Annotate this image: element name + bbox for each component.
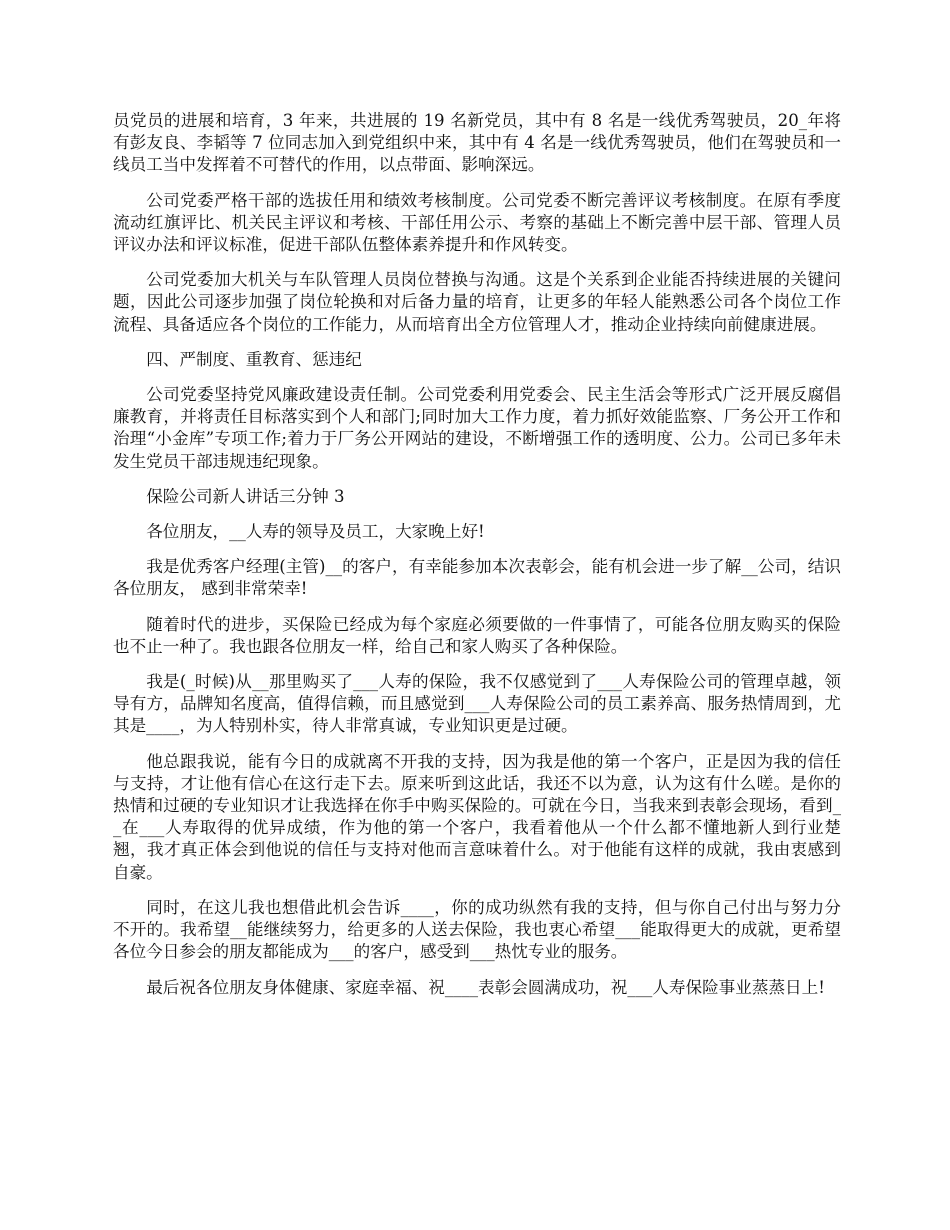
speech-greeting: 各位朋友，__人寿的领导及员工，大家晚上好!: [146, 522, 485, 542]
paragraph-insurance-necessity: 随着时代的进步，买保险已经成为每个家庭必须要做的一件事情了，可能各位朋友购买的保险也不止一种了。我也跟各位朋友一样，给自己和家人购买了各种保险。: [113, 614, 841, 656]
paragraph-closing-wishes: 最后祝各位朋友身体健康、家庭幸福、祝____表彰会圆满成功，祝___人寿保险事业蒸蒸日上!: [146, 977, 825, 997]
paragraph-purchase-experience: 我是(_时候)从__那里购买了___人寿的保险，我不仅感觉到了___人寿保险公司的管理卓越，领导有方，品牌知名度高，值得信赖，而且感觉到___人寿保险公司的员工素养高、服务热情周到，尤其是____，为人特别朴实，待人非常真诚，专业知识更是过硬。: [113, 672, 841, 736]
paragraph-encouragement: 同时，在这儿我也想借此机会告诉____，你的成功纵然有我的支持，但与你自己付出与努力分不开的。我希望__能继续努力，给更多的人送去保险，我也衷心希望___能取得更大的成就，更希望各位今日参会的朋友都能成为___的客户，感受到___热忱专业的服务。: [113, 897, 841, 962]
paragraph-job-rotation: 公司党委加大机关与车队管理人员岗位替换与沟通。这是个关系到企业能否持续进展的关键问题，因此公司逐步加强了岗位轮换和对后备力量的培育，让更多的年轻人能熟悉公司各个岗位工作流程、具备适应各个岗位的工作能力，从而培育出全方位管理人才，推动企业持续向前健康进展。: [113, 270, 841, 334]
paragraph-introduction: 我是优秀客户经理(主管)__的客户，有幸能参加本次表彰会，能有机会进一步了解__公司，结识各位朋友， 感到非常荣幸!: [113, 557, 841, 599]
section-heading-discipline: 四、严制度、重教育、惩违纪: [146, 349, 362, 369]
paragraph-anti-corruption: 公司党委坚持党风廉政建设责任制。公司党委利用党委会、民主生活会等形式广泛开展反腐倡廉教育，并将责任目标落实到个人和部门;同时加大工作力度，着力抓好效能监察、厂务公开工作和治理“小金库”专项工作;着力于厂务公开网站的建设，不断增强工作的透明度、公力。公司已多年未发生党员干部违规违纪现象。: [113, 385, 841, 471]
speech-title: 保险公司新人讲话三分钟 3: [146, 486, 345, 506]
document-body: [113, 110, 841, 1012]
paragraph-cadre-selection: 公司党委严格干部的选拔任用和绩效考核制度。公司党委不断完善评议考核制度。在原有季度流动红旗评比、机关民主评议和考核、干部任用公示、考察的基础上不断完善中层干部、管理人员评议办法和评议标准，促进干部队伍整体素养提升和作风转变。: [113, 190, 841, 255]
paragraph-trust-support: 他总跟我说，能有今日的成就离不开我的支持，因为我是他的第一个客户，正是因为我的信任与支持，才让他有信心在这行走下去。原来听到这此话，我还不以为意，认为这有什么嗟。是你的热情和过硬的专业知识才让我选择在你手中购买保险的。可就在今日，当我来到表彰会现场，看到__在___人寿取得的优异成绩，作为他的第一个客户，我看着他从一个什么都不懂地新人到行业楚翘，我才真正体会到他说的信任与支持对他而言意味着什么。对于他能有这样的成就，我由衷感到自豪。: [113, 751, 841, 882]
paragraph-party-members: 员党员的进展和培育，3 年来，共进展的 19 名新党员，其中有 8 名是一线优秀驾驶员，20_年将有彭友良、李韬等 7 位同志加入到党组织中来，其中有 4 名是一线优秀驾驶员，他们在驾驶员和一线员工当中发挥着不可替代的作用，以点带面、影响深远。: [113, 111, 841, 175]
